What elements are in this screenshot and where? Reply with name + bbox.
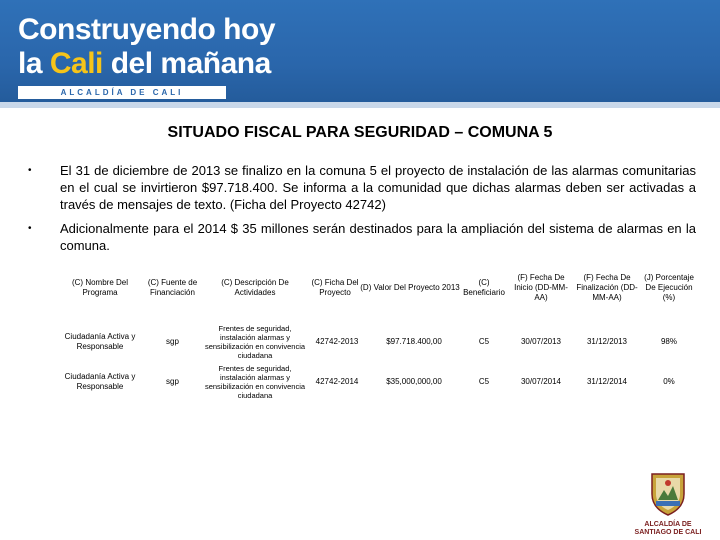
bullet-dot-icon: • <box>28 223 32 234</box>
cell-programa: Ciudadanía Activa y Responsable <box>64 332 136 351</box>
logo-caption-line2: SANTIAGO DE CALI <box>634 529 702 536</box>
cell-descripcion: Frentes de seguridad, instalación alarmas y sensibilización en convivencia ciudadana <box>204 324 306 360</box>
header-valor: (D) Valor Del Proyecto 2013 <box>360 283 460 292</box>
header-programa: (C) Nombre Del Programa <box>71 278 128 297</box>
table-row <box>60 322 700 362</box>
brand-line2 <box>18 48 275 80</box>
page-title: SITUADO FISCAL PARA SEGURIDAD – COMUNA 5 <box>167 124 553 141</box>
cell-descripcion: Frentes de seguridad, instalación alarmas y sensibilización en convivencia ciudadana <box>204 364 306 400</box>
alcaldia-logo <box>620 470 716 538</box>
header-banner <box>0 0 720 108</box>
table-header-row <box>60 256 700 320</box>
header-fecha-fin: (F) Fecha De Finalización (DD-MM-AA) <box>576 273 638 302</box>
logo-caption-line1: ALCALDÍA DE <box>644 521 692 528</box>
header-beneficiario: (C) Beneficiario <box>463 278 505 297</box>
cell-valor: $35,000,000,00 <box>386 377 442 386</box>
header-fecha-inicio: (F) Fecha De Inicio (DD-MM-AA) <box>514 273 568 302</box>
table-row <box>60 362 700 402</box>
bullet-item <box>28 162 696 213</box>
cell-ficha: 42742-2014 <box>315 377 359 386</box>
cell-porcentaje: 0% <box>663 377 675 386</box>
header-shade <box>0 102 720 108</box>
header-porcentaje: (J) Porcentaje De Ejecución (%) <box>644 273 694 302</box>
header-fuente: (C) Fuente de Financiación <box>147 278 198 297</box>
cell-valor: $97.718.400,00 <box>386 337 442 346</box>
cell-fecha-fin: 31/12/2013 <box>586 337 628 346</box>
bullet-list <box>28 162 696 261</box>
cell-fecha-inicio: 30/07/2013 <box>520 337 562 346</box>
brand-line2-a: la <box>18 47 50 80</box>
brand-line2-b: del mañana <box>102 47 271 80</box>
header-ficha: (C) Ficha Del Proyecto <box>311 278 359 297</box>
cell-ficha: 42742-2013 <box>315 337 359 346</box>
cell-fuente: sgp <box>166 377 179 386</box>
cell-fuente: sgp <box>166 337 179 346</box>
brand-logo <box>18 14 275 99</box>
brand-line1: Construyendo hoy <box>18 13 276 46</box>
cell-programa: Ciudadanía Activa y Responsable <box>64 372 136 391</box>
header-descripcion: (C) Descripción De Actividades <box>221 278 289 297</box>
bullet-item <box>28 220 696 254</box>
bullet-dot-icon: • <box>28 165 32 176</box>
brand-subtitle: ALCALDÍA DE CALI <box>18 86 226 99</box>
cell-fecha-inicio: 30/07/2014 <box>520 377 562 386</box>
cell-porcentaje: 98% <box>660 337 677 346</box>
coat-of-arms-icon <box>648 470 688 516</box>
brand-cali: Cali <box>49 47 103 80</box>
cell-fecha-fin: 31/12/2014 <box>586 377 628 386</box>
cell-beneficiario: C5 <box>478 337 490 346</box>
bullet-text: Adicionalmente para el 2014 $ 35 millones serán destinados para la ampliación del sistema de alarmas en la comuna. <box>60 221 696 253</box>
cell-beneficiario: C5 <box>478 377 490 386</box>
bullet-text: El 31 de diciembre de 2013 se finalizo en la comuna 5 el proyecto de instalación de las alarmas comunitarias en el cual se invirtieron $97.718.400. Se informa a la comunidad que dichas alarmas deben ser activadas a través de mensajes de texto. (Ficha del Proyecto 42742) <box>60 163 696 212</box>
